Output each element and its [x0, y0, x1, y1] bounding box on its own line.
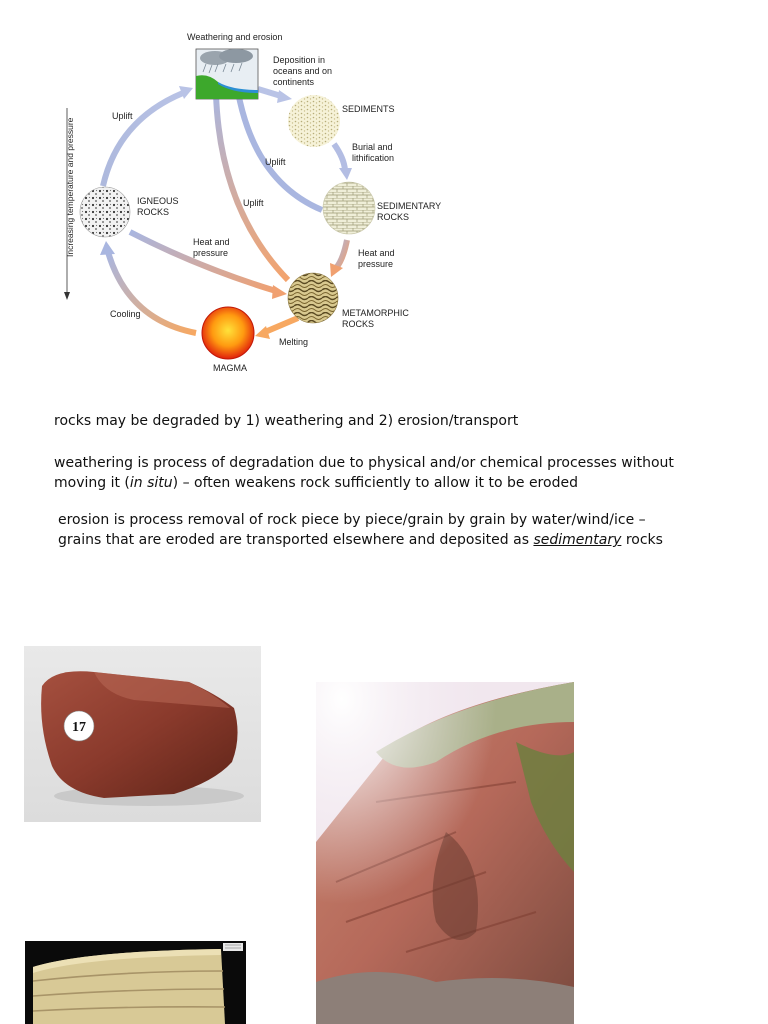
label-sedimentary: SEDIMENTARY ROCKS [377, 201, 442, 222]
pressure-axis [64, 108, 75, 300]
arrow-burial [334, 144, 345, 170]
sandstone-sample-photo [24, 646, 261, 822]
label-uplift-1: Uplift [112, 111, 133, 121]
side-label: Increasing temperature and pressure [65, 117, 75, 257]
paragraph-degradation: rocks may be degraded by 1) weathering and 2) erosion/transport [54, 413, 519, 429]
label-melting: Melting [279, 337, 309, 347]
arrow-deposition [258, 89, 281, 96]
sample-number-label: 17 [72, 720, 86, 735]
label-uplift-2: Uplift [265, 157, 286, 167]
weathering-landscape-icon [196, 49, 258, 99]
label-heat-left: Heat and pressure [193, 237, 230, 258]
metamorphic-rock-icon [288, 273, 338, 323]
arrow-uplift-igneous [103, 93, 183, 186]
magma-icon [202, 307, 254, 359]
label-sediments: SEDIMENTS [342, 104, 395, 114]
arrow-heat-right [336, 240, 347, 268]
label-burial: Burial and lithification [352, 142, 395, 163]
arrow-cooling [108, 252, 196, 333]
label-magma: MAGMA [213, 363, 248, 373]
label-metamorphic: METAMORPHIC ROCKS [342, 308, 409, 329]
igneous-rock-icon [80, 187, 130, 237]
red-cliff-outcrop-photo [316, 682, 574, 1024]
paragraph-erosion: erosion is process removal of rock piece by piece/grain by grain by water/wind/ice – grains that are eroded are transported elsewhere and deposited as sedimentary rocks [58, 512, 663, 548]
sedimentary-link[interactable]: sedimentary [533, 532, 622, 548]
layered-sandstone-photo [25, 941, 246, 1024]
label-igneous: IGNEOUS ROCKS [137, 196, 179, 217]
label-cooling: Cooling [110, 309, 141, 319]
sediments-icon [288, 95, 340, 147]
arrow-melting [265, 318, 298, 332]
label-deposition: Deposition in oceans and on continents [273, 55, 333, 87]
label-uplift-3: Uplift [243, 198, 264, 208]
paragraph-weathering: weathering is process of degradation due to physical and/or chemical processes without moving it (in situ) – often weakens rock sufficiently to allow it to be eroded [54, 455, 674, 491]
label-weathering: Weathering and erosion [187, 32, 283, 42]
label-heat-right: Heat and pressure [358, 248, 395, 269]
in-situ-text: in situ [129, 475, 173, 491]
rock-cycle-diagram [0, 0, 768, 390]
sedimentary-rock-icon [323, 182, 375, 234]
